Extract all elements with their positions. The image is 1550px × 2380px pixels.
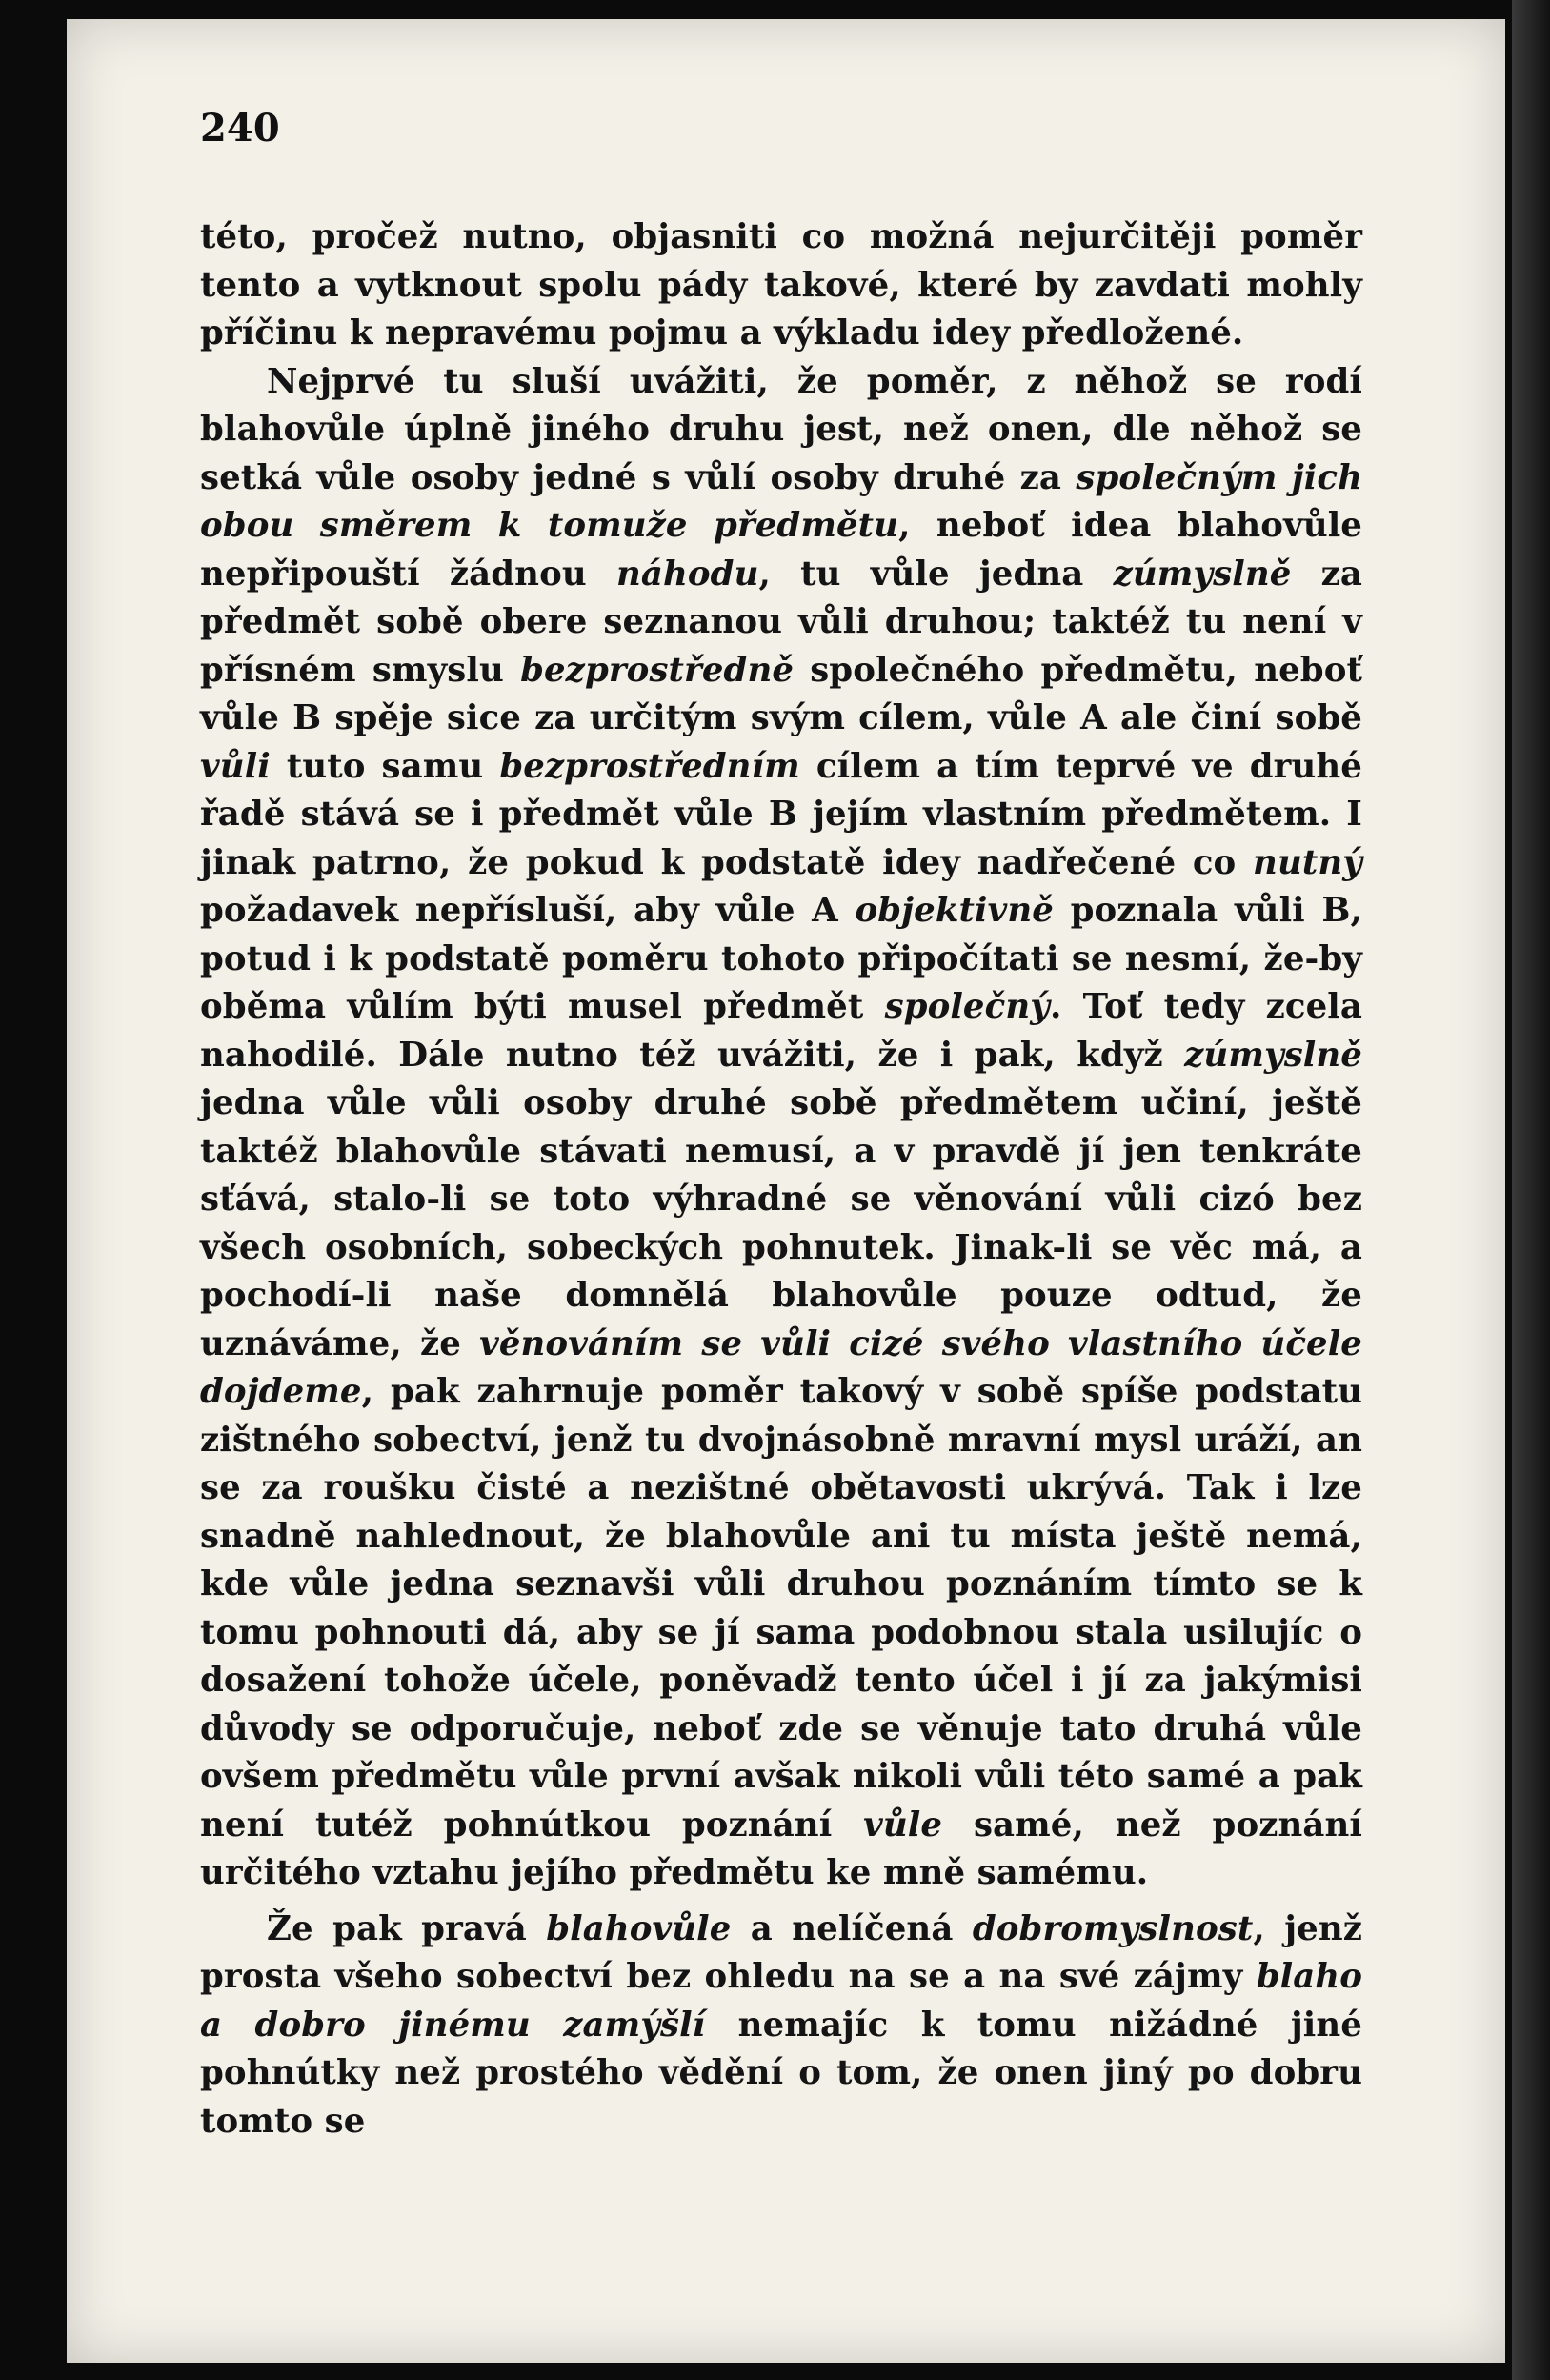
text-segment: , jenž prosta všeho sobectví bez ohledu na se a na své zájmy — [200, 1908, 1363, 1996]
italic-segment: vůle — [863, 1805, 943, 1845]
italic-segment: blaho a dobro jinému zamýšlí — [200, 1957, 1362, 2045]
text-segment: jedna vůle vůli osoby druhé sobě předmětem učiní, ještě taktéž blahovůle stávati nemusí, a v pravdě jí jen tenkráte sťává, stalo-li se toto výhradné se věnování vůli cizó bez všech osobních, sobeckých pohnutek. Jinak-li se věc má, a pochodí-li naše domnělá blahovůle pouze odtud, že uznáváme, že — [200, 1083, 1362, 1363]
page-number: 240 — [200, 106, 280, 151]
page-content — [200, 105, 1362, 2146]
text-segment: společného předmětu, neboť vůle B spěje sice za určitým svým cílem, vůle A ale činí sobě — [200, 650, 1362, 737]
text-segment: , pak zahrnuje poměr takový v sobě spíše podstatu zištného sobectví, jenž tu dvojnásobně mravní mysl uráží, an se za roušku čisté a nezištné obětavosti ukrývá. Tak i lze snadně nahlednout, že blahovůle ani tu místa ještě nemá, kde vůle jedna seznavši vůli druhou poznáním tímto se k tomu pohnouti dá, aby se jí sama podobnou stala usilujíc o dosažení tohože účele, poněvadž tento účel i jí za jakýmisi důvody se odporučuje, neboť zde se věnuje tato druhá vůle ovšem předmětu vůle první avšak nikoli vůli této samé a pak není tutéž pohnútkou poznání — [200, 1372, 1362, 1845]
italic-segment: vůli — [200, 746, 271, 786]
text-segment: Nejprvé tu sluší uvážiti, že poměr, z něhož se rodí blahovůle úplně jiného druhu jest, než onen, dle něhož se setká vůle osoby jedné s vůlí osoby druhé za — [200, 361, 1362, 497]
text-segment: , tu vůle jedna — [758, 554, 1114, 594]
text-segment: za předmět sobě obere seznanou vůli druhou; taktéž tu není v přísném smyslu — [200, 554, 1362, 690]
text-segment: Že pak pravá — [267, 1908, 547, 1948]
italic-segment: společným jich obou směrem k tomuže předmětu — [200, 457, 1362, 545]
italic-segment: společný — [884, 987, 1050, 1026]
text-segment: . Toť tedy zcela nahodilé. Dále nutno též uvážiti, že i pak, když — [200, 987, 1362, 1075]
italic-segment: bezprostředně — [520, 650, 795, 690]
italic-segment: dobromyslnost — [972, 1908, 1254, 1948]
text-segment: požadavek nepřísluší, aby vůle A — [200, 891, 856, 930]
text-segment: poznala vůli B, potud i k podstatě poměru tohoto připočítati se nesmí, že-by oběma vůlím býti musel předmět — [200, 891, 1362, 1026]
text-segment: tuto samu — [270, 746, 500, 786]
page-edge-shadow — [1512, 0, 1550, 2380]
italic-segment: blahovůle — [546, 1908, 732, 1948]
italic-segment: bezprostředním — [499, 746, 800, 786]
paragraph-3 — [200, 1906, 1362, 2147]
italic-segment: nutný — [1253, 842, 1362, 882]
text-segment: cílem a tím teprvé ve druhé řadě stává se i předmět vůle B jejím vlastním předmětem. I jinak patrno, že pokud k podstatě idey nadřečené co — [200, 746, 1362, 882]
paragraph-1 — [200, 213, 1362, 358]
text-segment: samé, než poznání určitého vztahu jejího předmětu ke mně samému. — [200, 1805, 1362, 1892]
text-segment: a nelíčená — [731, 1908, 973, 1948]
italic-segment: věnováním se vůli cizé svého vlastního účele dojdeme — [200, 1323, 1362, 1411]
text-segment: , neboť idea blahovůle nepřipouští žádnou — [200, 506, 1362, 594]
text-segment: této, pročež nutno, objasniti co možná nejurčitěji poměr tento a vytknout spolu pády takové, které by zavdati mohly příčinu k nepravému pojmu a výkladu idey předložené. — [200, 217, 1362, 353]
italic-segment: zúmyslně — [1184, 1035, 1362, 1075]
paragraph-2 — [200, 358, 1362, 1898]
italic-segment: objektivně — [855, 891, 1054, 930]
italic-segment: zúmyslně — [1113, 554, 1292, 594]
text-segment: nemajíc k tomu nižádné jiné pohnútky než prostého vědění o tom, že onen jiný po dobru tomto se — [200, 2005, 1362, 2141]
italic-segment: náhodu — [615, 554, 759, 594]
